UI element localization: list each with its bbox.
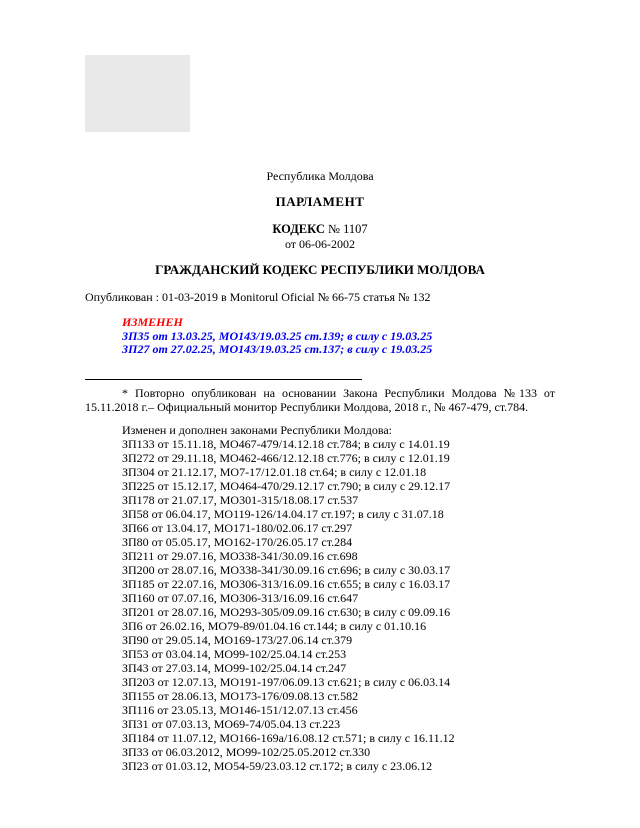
amendment-line: ЗП201 от 28.07.16, МО293-305/09.09.16 ст.630; в силу с 09.09.16 — [122, 605, 451, 619]
amendment-line: ЗП31 от 07.03.13, МО69-74/05.04.13 ст.223 — [122, 717, 341, 731]
amendment-line: ЗП133 от 15.11.18, МО467-479/14.12.18 ст.784; в силу с 14.01.19 — [122, 437, 450, 451]
amendment-line: ЗП304 от 21.12.17, МО7-17/12.01.18 ст.64; в силу с 12.01.18 — [122, 465, 427, 479]
publication-line: Опубликован : 01-03-2019 в Monitorul Oficial № 66-75 статья № 132 — [85, 290, 431, 304]
code-label: КОДЕКС — [272, 222, 325, 236]
amendment-line: ЗП178 от 21.07.17, МО301-315/18.08.17 ст.537 — [122, 493, 359, 507]
amendment-line: ЗП53 от 03.04.14, МО99-102/25.04.14 ст.253 — [122, 647, 347, 661]
amendment-line: ЗП203 от 12.07.13, МО191-197/06.09.13 ст.621; в силу с 06.03.14 — [122, 675, 451, 689]
amendment-line: ЗП116 от 23.05.13, МО146-151/12.07.13 ст.456 — [122, 703, 358, 717]
recent-amendment-line: ЗП35 от 13.03.25, МО143/19.03.25 ст.139; в силу с 19.03.25 — [122, 329, 433, 343]
amendment-line: ЗП211 от 29.07.16, МО338-341/30.09.16 ст.698 — [122, 549, 358, 563]
coat-of-arms-placeholder-image — [85, 55, 190, 132]
amendment-line: ЗП33 от 06.03.2012, МО99-102/25.05.2012 ст.330 — [122, 745, 371, 759]
amendment-line: ЗП155 от 28.06.13, МО173-176/09.08.13 ст.582 — [122, 689, 359, 703]
amended-status-label: ИЗМЕНЕН — [122, 315, 183, 329]
amendment-line: ЗП160 от 07.07.16, МО306-313/16.09.16 ст.647 — [122, 591, 359, 605]
amendment-line: ЗП6 от 26.02.16, МО79-89/01.04.16 ст.144; в силу с 01.10.16 — [122, 619, 427, 633]
amendment-line: ЗП184 от 11.07.12, МО166-169а/16.08.12 ст.571; в силу с 16.11.12 — [122, 731, 455, 745]
country-name: Республика Молдова — [266, 169, 374, 183]
document-page — [85, 0, 555, 773]
document-title: ГРАЖДАНСКИЙ КОДЕКС РЕСПУБЛИКИ МОЛДОВА — [155, 262, 485, 277]
republication-note: * Повторно опубликован на основании Закона Республики Молдова №133 от 15.11.2018 г.– Официальный монитор Республики Молдова, 2018 г., № 467-479, ст.784. — [85, 386, 555, 414]
amendment-line: ЗП90 от 29.05.14, МО169-173/27.06.14 ст.379 — [122, 633, 353, 647]
amendment-line: ЗП225 от 15.12.17, МО464-470/29.12.17 ст.790; в силу с 29.12.17 — [122, 479, 451, 493]
amendment-line: ЗП43 от 27.03.14, МО99-102/25.04.14 ст.247 — [122, 661, 347, 675]
amendment-line: ЗП272 от 29.11.18, МО462-466/12.12.18 ст.776; в силу с 12.01.19 — [122, 451, 450, 465]
code-number: № 1107 — [328, 222, 368, 236]
code-heading — [85, 222, 555, 237]
amendment-line: ЗП58 от 06.04.17, МО119-126/14.04.17 ст.197; в силу с 31.07.18 — [122, 507, 444, 521]
parliament-heading: ПАРЛАМЕНТ — [275, 194, 365, 209]
amendment-line: ЗП66 от 13.04.17, МО171-180/02.06.17 ст.297 — [122, 521, 353, 535]
amendment-line: ЗП185 от 22.07.16, МО306-313/16.09.16 ст.655; в силу с 16.03.17 — [122, 577, 451, 591]
amendments-list — [85, 437, 555, 773]
recent-amendments-list — [85, 330, 555, 356]
amendments-intro: Изменен и дополнен законами Республики Молдова: — [122, 423, 392, 437]
amendment-line: ЗП200 от 28.07.16, МО338-341/30.09.16 ст.696; в силу с 30.03.17 — [122, 563, 451, 577]
amendment-line: ЗП80 от 05.05.17, МО162-170/26.05.17 ст.284 — [122, 535, 353, 549]
amendment-line: ЗП23 от 01.03.12, МО54-59/23.03.12 ст.172; в силу с 23.06.12 — [122, 759, 433, 773]
recent-amendment-line: ЗП27 от 27.02.25, МО143/19.03.25 ст.137; в силу с 19.03.25 — [122, 342, 433, 356]
code-date: от 06-06-2002 — [284, 237, 356, 251]
separator-rule — [85, 379, 362, 380]
